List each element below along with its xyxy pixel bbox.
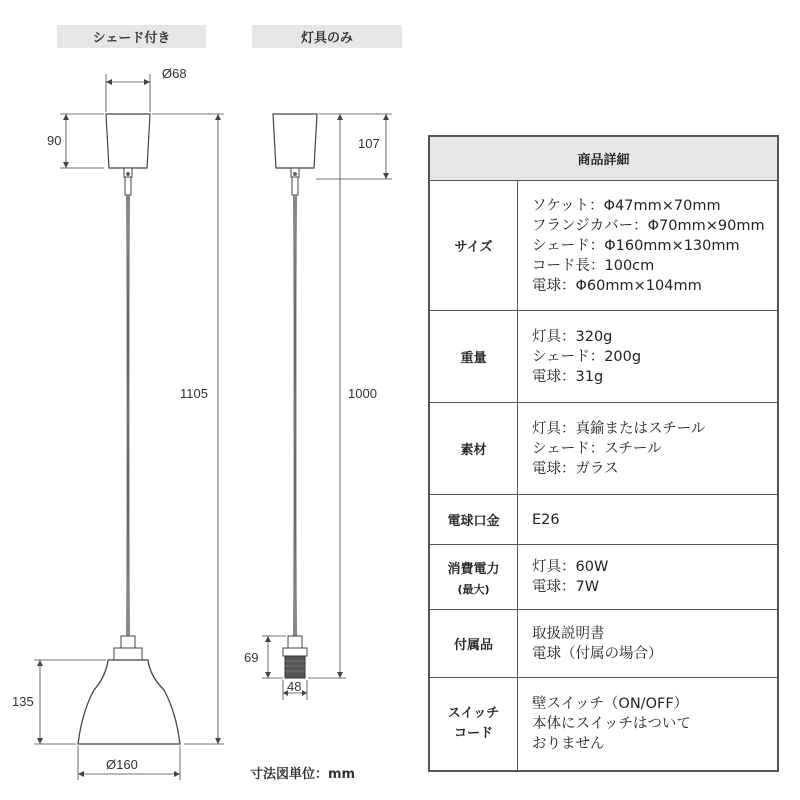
spec-row-weight	[429, 311, 778, 403]
dim-b-socket-height: 107	[358, 136, 380, 151]
spec-row-switch	[429, 678, 778, 771]
dim-a-shade-height: 135	[12, 694, 34, 709]
spec-row-size	[429, 181, 778, 311]
spec-table-header-row	[429, 136, 778, 181]
spec-value: 灯具：真鍮またはスチール シェード：スチール 電球：ガラス	[518, 403, 779, 495]
dim-b-holder-width: 48	[287, 679, 302, 694]
socket-a	[121, 636, 135, 648]
spec-label-text: 消費電力	[447, 561, 500, 577]
spec-label: 電球口金	[429, 495, 518, 545]
dim-a-total-height: 1105	[180, 386, 208, 401]
spec-label: 重量	[429, 311, 518, 403]
tab-fixture-only: 灯具のみ	[252, 25, 402, 48]
spec-label: 付属品	[429, 610, 518, 678]
spec-value: ソケット：Φ47mm×70mm フランジカバー：Φ70mm×90mm シェード：Φ160mm×130mm コード長：100cm 電球：Φ60mm×104mm	[518, 181, 779, 311]
spec-row-accessories	[429, 610, 778, 678]
spec-value: 灯具：320g シェード：200g 電球：31g	[518, 311, 779, 403]
spec-sublabel: (最大)	[457, 582, 490, 596]
spec-table-header: 商品詳細	[429, 136, 778, 181]
dim-b-holder-height: 69	[244, 650, 259, 665]
spec-table	[428, 135, 779, 772]
spec-label: スイッチ コード	[429, 678, 518, 771]
dim-a-shade-diameter: Ø160	[106, 757, 138, 772]
canopy-a	[106, 114, 150, 168]
spec-row-material	[429, 403, 778, 495]
arrowheads-b	[265, 114, 389, 696]
fixture-only	[273, 114, 317, 678]
dim-a-socket-height: 90	[47, 133, 62, 148]
spec-row-power	[429, 545, 778, 610]
spec-label-power	[429, 545, 518, 610]
dimension-lines-b	[262, 114, 392, 700]
spec-label: サイズ	[429, 181, 518, 311]
canopy-b	[273, 114, 317, 168]
dim-a-socket-diameter: Ø68	[162, 66, 187, 81]
dim-b-total-height: 1000	[348, 386, 377, 401]
spec-value: 壁スイッチ（ON/OFF） 本体にスイッチはついて おりません	[518, 678, 779, 771]
unit-note: 寸法図単位：mm	[250, 767, 356, 782]
spec-row-base	[429, 495, 778, 545]
shade	[78, 660, 180, 744]
spec-value: E26	[518, 495, 779, 545]
spec-label: 素材	[429, 403, 518, 495]
lamp-holder	[288, 636, 302, 648]
spec-value: 灯具：60W 電球：7W	[518, 545, 779, 610]
tab-with-shade: シェード付き	[57, 25, 206, 48]
fixture-with-shade	[78, 114, 180, 744]
spec-value: 取扱説明書 電球（付属の場合）	[518, 610, 779, 678]
